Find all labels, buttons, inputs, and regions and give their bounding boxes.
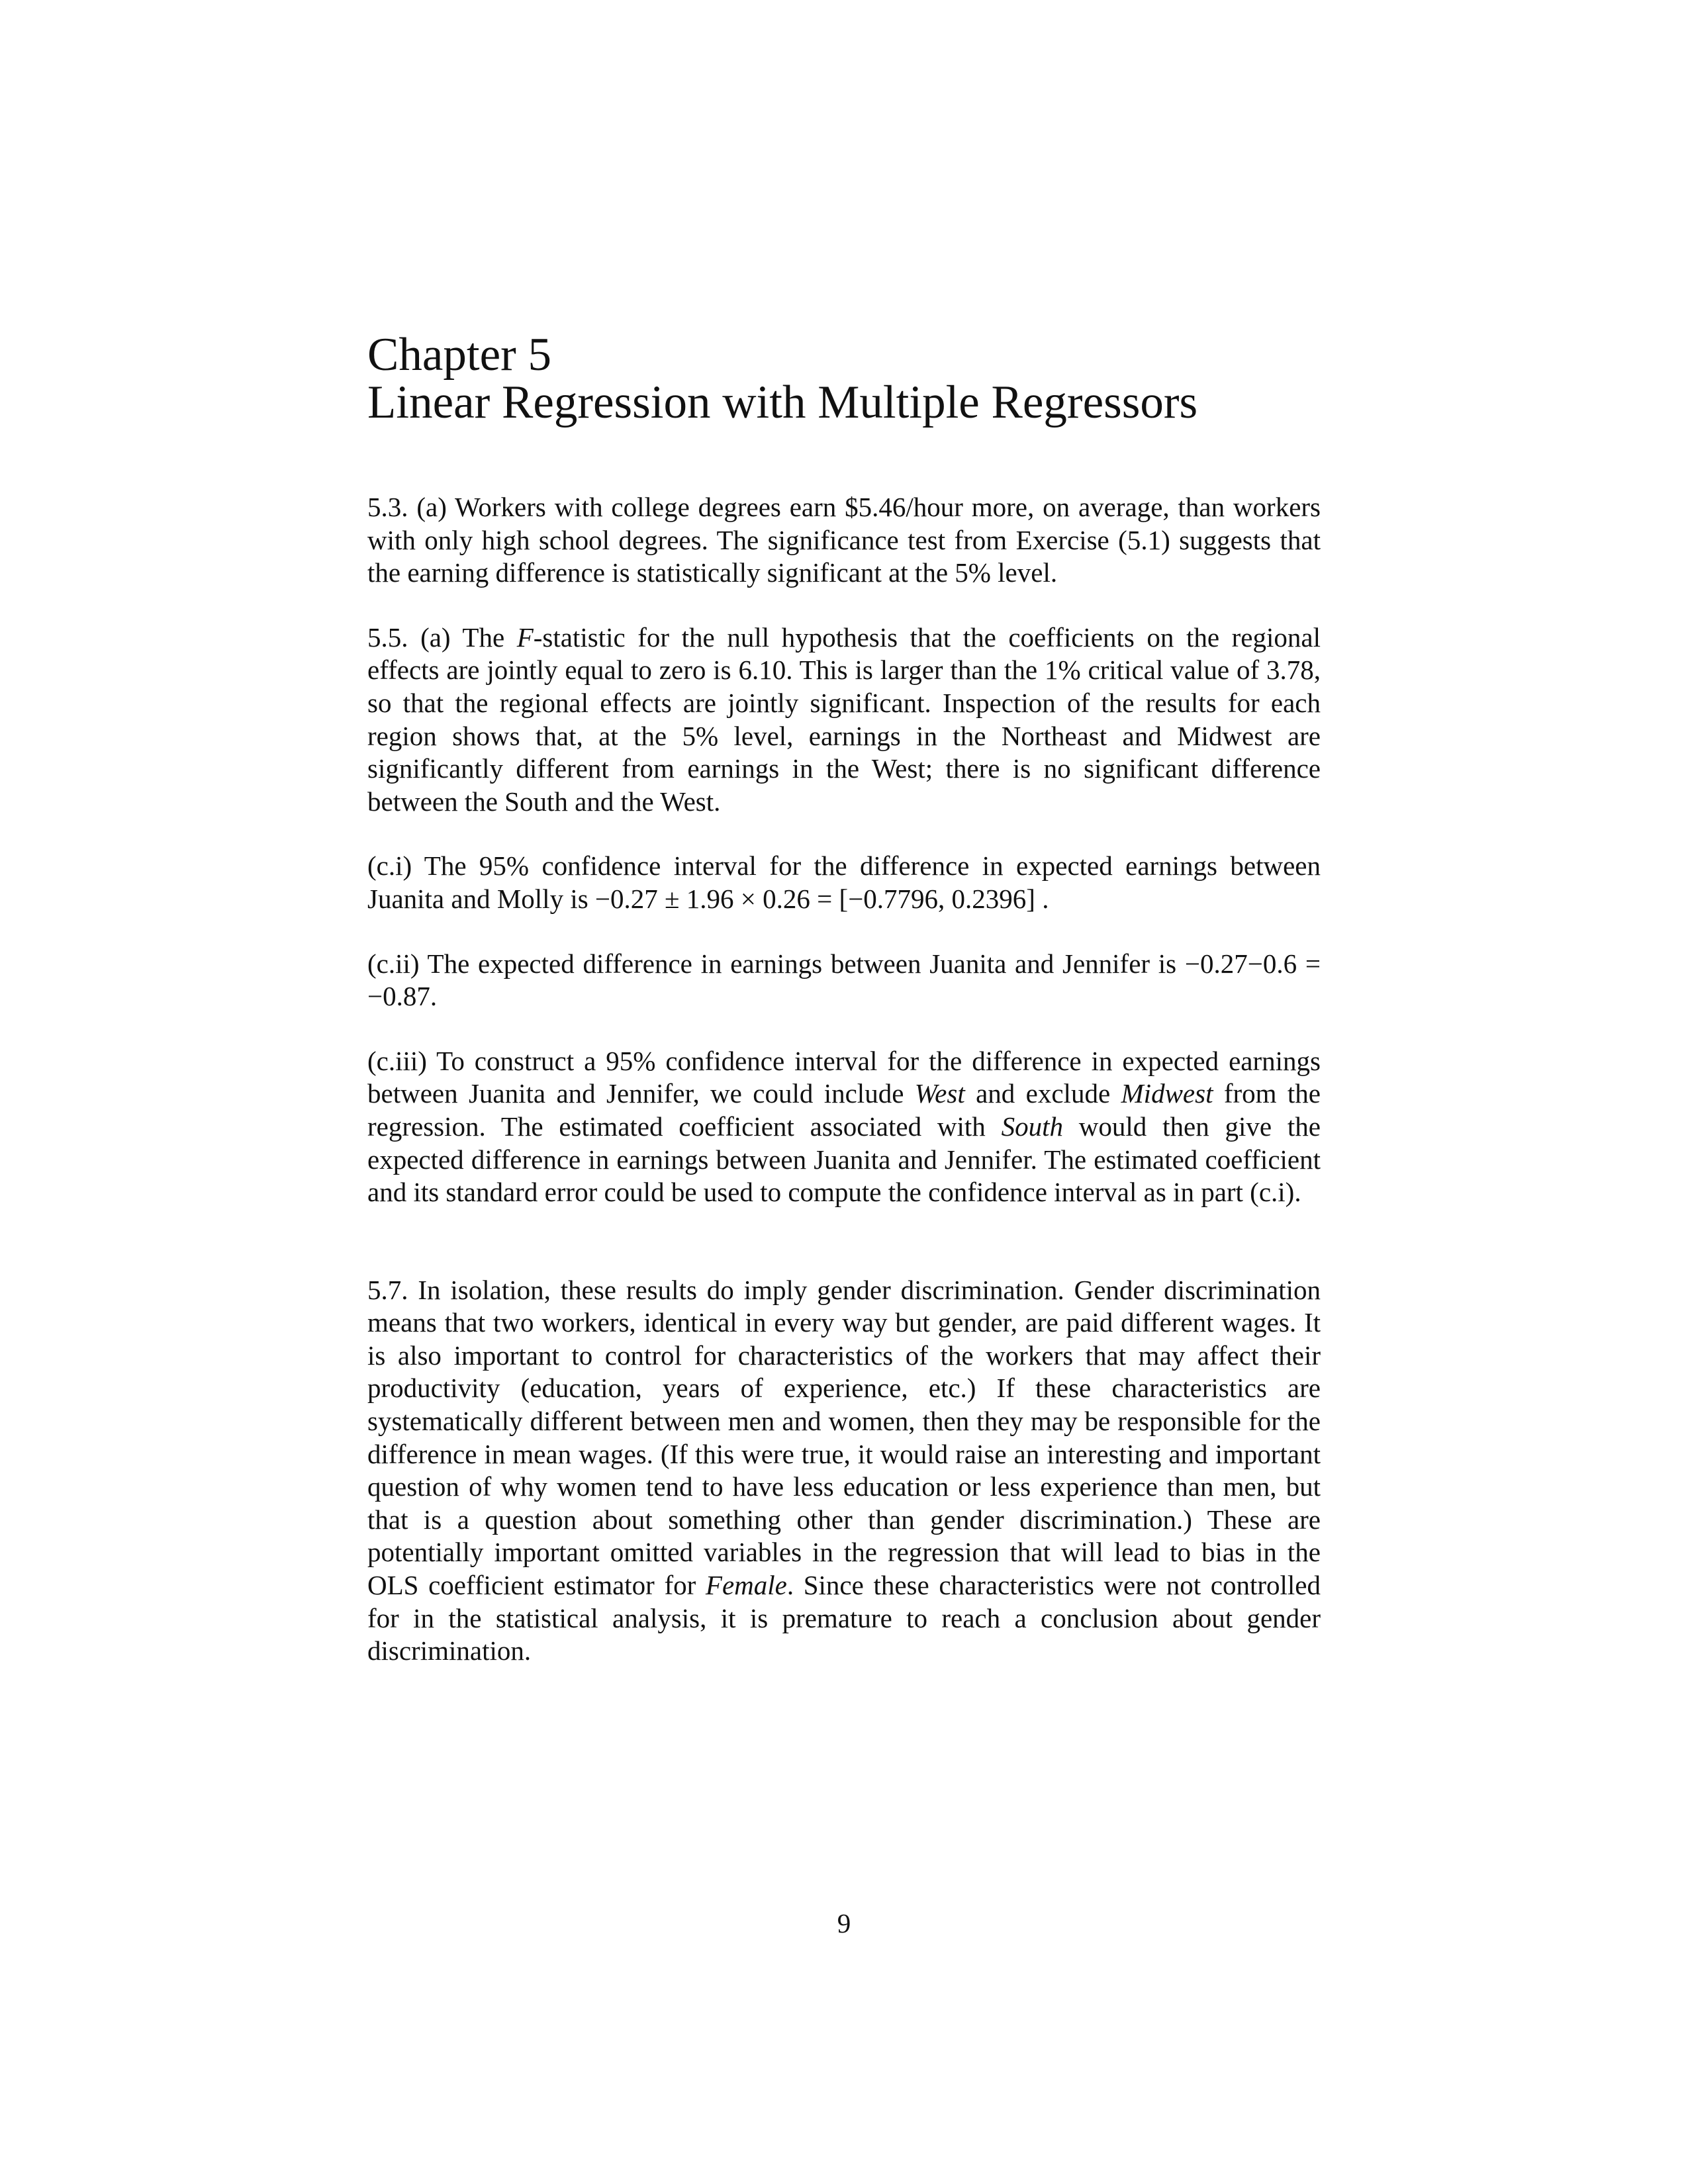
chapter-title: Linear Regression with Multiple Regressors xyxy=(367,377,1198,428)
f-statistic-symbol: F xyxy=(516,621,534,653)
answer-5-5ciii-part1: (c.iii) To construct a 95% confidence interval for the difference in expected earnings between Juanita and Jennifer, we could include xyxy=(367,1045,1321,1109)
answer-5-5ciii-part2: and exclude xyxy=(964,1078,1121,1109)
answer-5-5a xyxy=(367,621,1321,819)
variable-west: West xyxy=(914,1078,965,1109)
answer-5-7-part2: . Since these characteristics were not controlled for in the statistical analysis, it is premature to reach a conclusion about gender discrimination. xyxy=(367,1570,1321,1666)
variable-midwest: Midwest xyxy=(1121,1078,1213,1109)
answer-5-7 xyxy=(367,1274,1321,1668)
chapter-heading xyxy=(367,331,1360,426)
answer-5-5ciii-part4: would then give the expected difference in earnings between Juanita and Jennifer. The estimated coefficient and its standard error could be used to compute the confidence interval as in part (c.i). xyxy=(367,1111,1321,1208)
answers-body xyxy=(367,491,1321,1668)
variable-south: South xyxy=(1001,1111,1063,1142)
variable-female: Female xyxy=(705,1570,787,1601)
answer-5-5ciii xyxy=(367,1045,1321,1209)
answer-5-5cii: (c.ii) The expected difference in earnings between Juanita and Jennifer is −0.27−0.6 = −0.87. xyxy=(367,948,1321,1012)
answer-5-5ciii-part3: from the regression. The estimated coefficient associated with xyxy=(367,1078,1321,1142)
answer-5-5a-before: 5.5. (a) The xyxy=(367,621,517,653)
chapter-number: Chapter 5 xyxy=(367,329,552,381)
answer-5-7-part1: 5.7. In isolation, these results do imply gender discrimination. Gender discrimination means that two workers, identical in every way but gender, are paid different wages. It is also important to control for characteristics of the workers that may affect their productivity (education, years of experience, etc.) If these characteristics are systematically different between men and women, then they may be responsible for the difference in mean wages. (If this were true, it would raise an interesting and important question of why women tend to have less education or less experience than men, but that is a question about something other than gender discrimination.) These are potentially important omitted variables in the regression that will lead to bias in the OLS coefficient estimator for xyxy=(367,1274,1321,1601)
answer-5-5ci: (c.i) The 95% confidence interval for the difference in expected earnings between Juanita and Molly is −0.27 ± 1.96 × 0.26 = [−0.7796, 0.2396] . xyxy=(367,850,1321,914)
answer-5-5a-after: -statistic for the null hypothesis that the coefficients on the regional effects are jointly equal to zero is 6.10. This is larger than the 1% critical value of 3.78, so that the regional effects are jointly significant. Inspection of the results for each region shows that, at the 5% level, earnings in the Northeast and Midwest are significantly different from earnings in the West; there is no significant difference between the South and the West. xyxy=(367,621,1321,817)
page-number: 9 xyxy=(837,1908,851,1938)
answer-5-3: 5.3. (a) Workers with college degrees earn $5.46/hour more, on average, than workers with only high school degrees. The significance test from Exercise (5.1) suggests that the earning difference is statistically significant at the 5% level. xyxy=(367,492,1321,588)
